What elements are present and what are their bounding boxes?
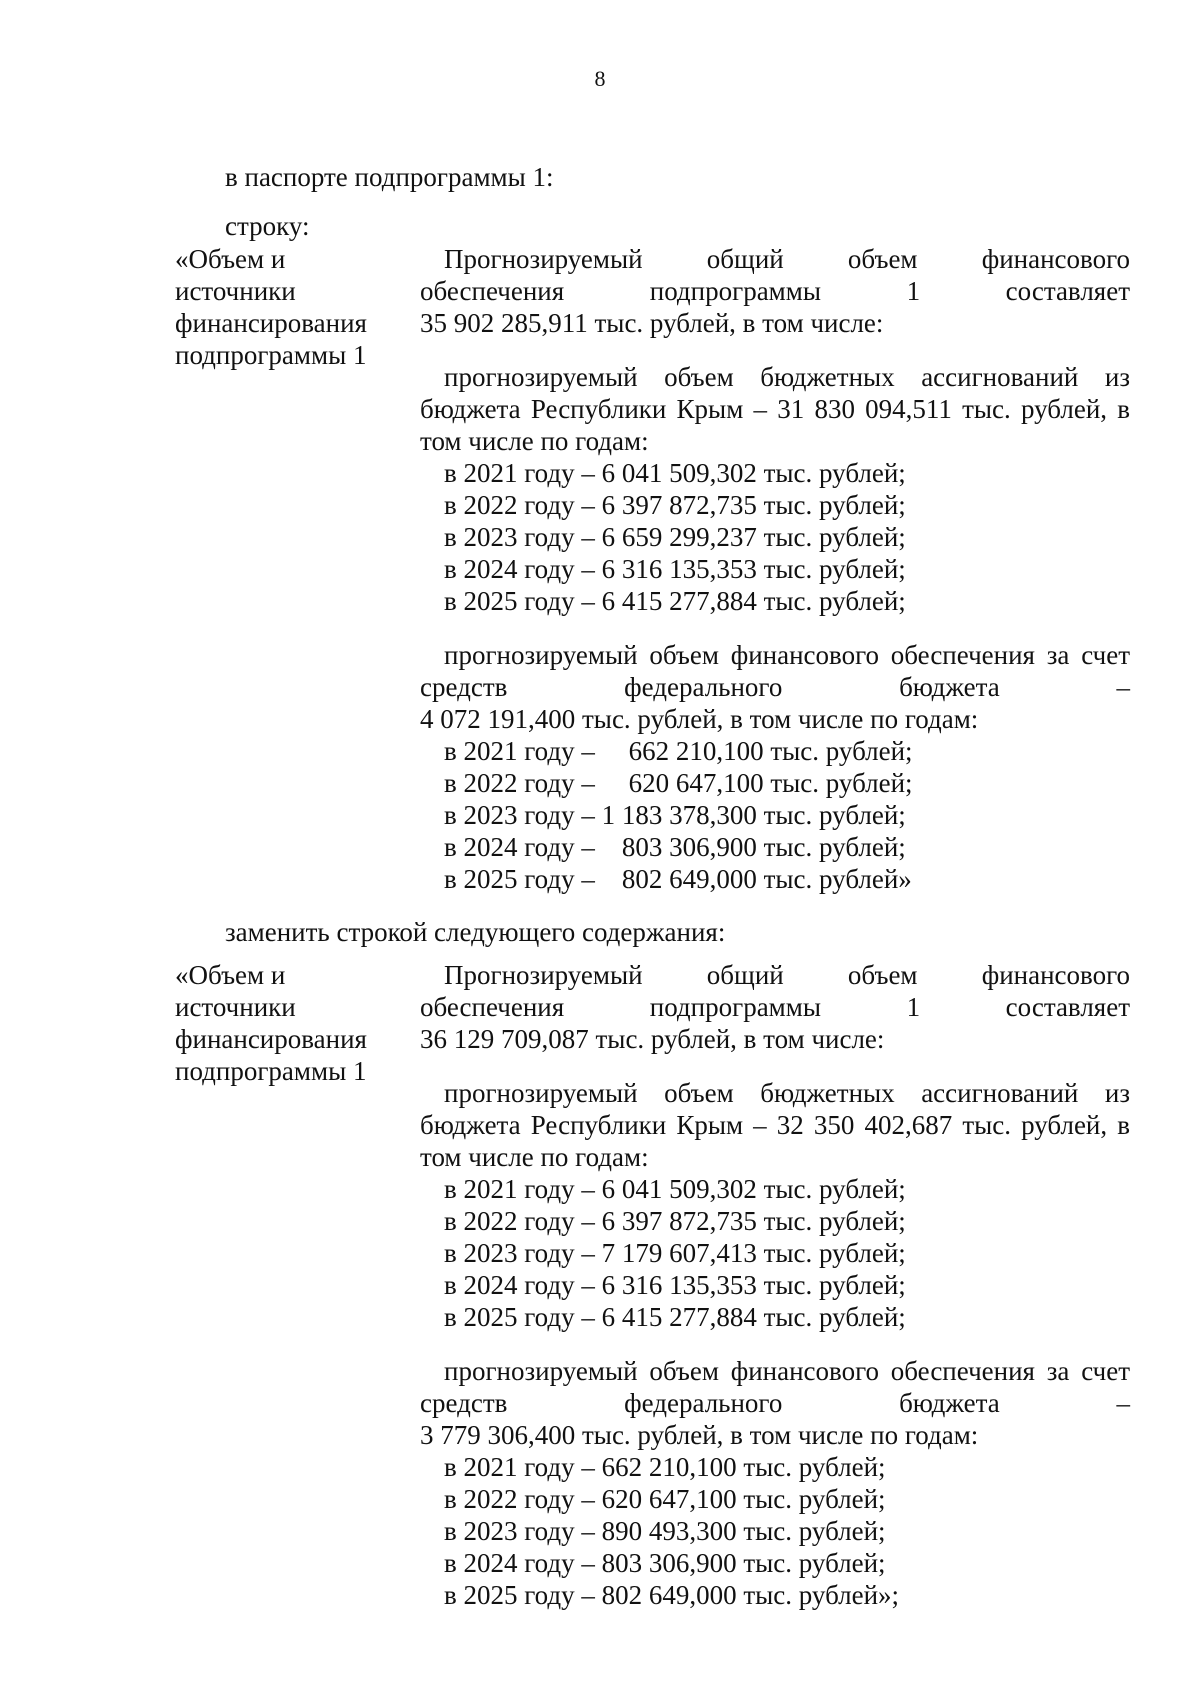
year-amount: в 2022 году – 620 647,100 тыс. рублей;: [444, 1484, 886, 1514]
year-amount: в 2025 году – 6 415 277,884 тыс. рублей;: [444, 1302, 906, 1332]
row-label-line: «Объем и: [175, 244, 286, 274]
year-amount: в 2024 году – 6 316 135,353 тыс. рублей;: [444, 554, 906, 584]
regional-budget-line: том числе по годам:: [420, 426, 649, 456]
page-number: 8: [594, 66, 606, 91]
new-row-content: [420, 959, 1130, 1611]
year-amount: в 2025 году – 6 415 277,884 тыс. рублей;: [444, 586, 906, 616]
total-line: обеспечения подпрограммы 1 составляет: [420, 992, 1130, 1022]
old-row-content: [420, 243, 1130, 895]
year-amount: в 2024 году – 6 316 135,353 тыс. рублей;: [444, 1270, 906, 1300]
replace-label: заменить строкой следующего содержания:: [225, 917, 726, 947]
year-amount: в 2022 году – 6 397 872,735 тыс. рублей;: [444, 1206, 906, 1236]
regional-budget-line: бюджета Республики Крым – 32 350 402,687 тыс. рублей, в: [420, 1110, 1130, 1140]
total-line: 36 129 709,087 тыс. рублей, в том числе:: [420, 1024, 885, 1054]
intro-line: в паспорте подпрограммы 1:: [225, 162, 554, 192]
federal-budget-line: средств федерального бюджета –: [420, 1388, 1130, 1418]
old-row-label: [175, 243, 415, 371]
year-amount: в 2023 году – 6 659 299,237 тыс. рублей;: [444, 522, 906, 552]
year-amount: в 2022 году – 6 397 872,735 тыс. рублей;: [444, 490, 906, 520]
year-amount: в 2025 году – 802 649,000 тыс. рублей»;: [444, 1580, 900, 1610]
row-label-line: финансирования: [175, 308, 367, 338]
year-amount: в 2022 году – 620 647,100 тыс. рублей;: [444, 768, 913, 798]
row-label-line: подпрограммы 1: [175, 1056, 367, 1086]
old-label: строку:: [225, 211, 310, 241]
federal-budget-line: прогнозируемый объем финансового обеспечения за счет: [444, 640, 1130, 670]
total-line: Прогнозируемый общий объем финансового: [444, 244, 1130, 274]
federal-budget-line: 4 072 191,400 тыс. рублей, в том числе по годам:: [420, 704, 979, 734]
total-line: обеспечения подпрограммы 1 составляет: [420, 276, 1130, 306]
year-amount: в 2021 году – 6 041 509,302 тыс. рублей;: [444, 1174, 906, 1204]
total-line: 35 902 285,911 тыс. рублей, в том числе:: [420, 308, 884, 338]
year-amount: в 2023 году – 1 183 378,300 тыс. рублей;: [444, 800, 906, 830]
regional-budget-line: том числе по годам:: [420, 1142, 649, 1172]
regional-budget-line: прогнозируемый объем бюджетных ассигнований из: [444, 1078, 1130, 1108]
year-amount: в 2024 году – 803 306,900 тыс. рублей;: [444, 1548, 886, 1578]
row-label-line: источники: [175, 276, 296, 306]
regional-budget-line: бюджета Республики Крым – 31 830 094,511 тыс. рублей, в: [420, 394, 1130, 424]
year-amount: в 2023 году – 890 493,300 тыс. рублей;: [444, 1516, 886, 1546]
year-amount: в 2021 году – 662 210,100 тыс. рублей;: [444, 1452, 886, 1482]
regional-budget-line: прогнозируемый объем бюджетных ассигнований из: [444, 362, 1130, 392]
year-amount: в 2021 году – 6 041 509,302 тыс. рублей;: [444, 458, 906, 488]
year-amount: в 2021 году – 662 210,100 тыс. рублей;: [444, 736, 913, 766]
row-label-line: финансирования: [175, 1024, 367, 1054]
row-label-line: «Объем и: [175, 960, 286, 990]
federal-budget-line: 3 779 306,400 тыс. рублей, в том числе по годам:: [420, 1420, 979, 1450]
federal-budget-line: прогнозируемый объем финансового обеспечения за счет: [444, 1356, 1130, 1386]
row-label-line: источники: [175, 992, 296, 1022]
total-line: Прогнозируемый общий объем финансового: [444, 960, 1130, 990]
row-label-line: подпрограммы 1: [175, 340, 367, 370]
year-amount: в 2023 году – 7 179 607,413 тыс. рублей;: [444, 1238, 906, 1268]
new-row-label: [175, 959, 415, 1087]
year-amount: в 2024 году – 803 306,900 тыс. рублей;: [444, 832, 906, 862]
federal-budget-line: средств федерального бюджета –: [420, 672, 1130, 702]
year-amount: в 2025 году – 802 649,000 тыс. рублей»: [444, 864, 912, 894]
